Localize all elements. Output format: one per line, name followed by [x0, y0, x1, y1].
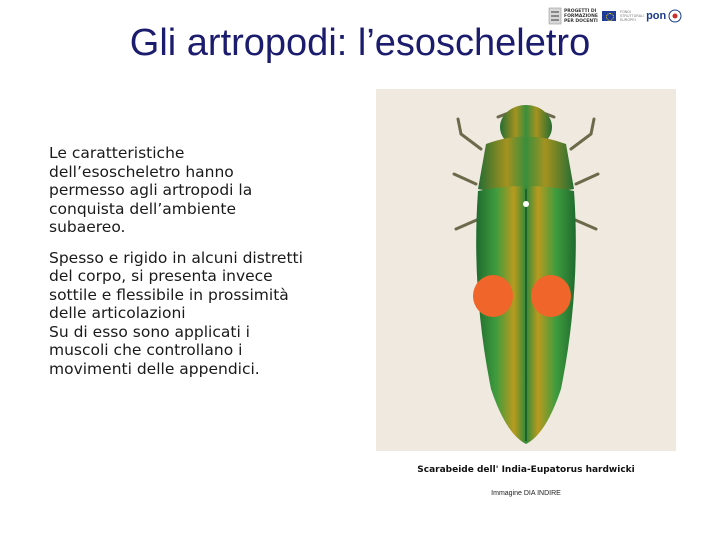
eu-flag-icon	[602, 11, 616, 21]
beetle-photo	[376, 89, 676, 451]
pon-logo: pon	[646, 10, 667, 22]
text-line: Spesso e rigido in alcuni distretti	[49, 248, 303, 267]
fondi-logo	[620, 9, 682, 23]
fondi-logo-line: FONDI	[619, 10, 631, 14]
paragraph-details	[49, 249, 339, 379]
fondi-logo-line: STRUTTURALI	[619, 14, 645, 18]
text-line: dell’esoscheletro hanno	[49, 162, 234, 181]
pon-emblem-icon	[668, 9, 682, 23]
formazione-logo-line: PER DOCENTI	[564, 18, 598, 24]
photo-caption: Scarabeide dell' India-Eupatorus hardwicki	[417, 465, 635, 475]
slide-title: Gli artropodi: l’esoscheletro	[129, 22, 591, 64]
formazione-logo-line: PROGETTI DI	[564, 8, 597, 14]
fondi-logo-line: EUROPEI	[619, 18, 636, 22]
text-line: movimenti delle appendici.	[49, 359, 260, 378]
text-line: del corpo, si presenta invece	[49, 267, 273, 285]
text-line: conquista dell’ambiente	[49, 199, 237, 218]
beetle-illustration	[376, 89, 676, 451]
text-line: delle articolazioni	[49, 304, 186, 322]
slide-body	[49, 144, 339, 390]
text-line: permesso agli artropodi la	[49, 181, 253, 199]
text-line: subaereo.	[49, 218, 126, 236]
photo-credit: Immagine DIA INDIRE	[491, 490, 561, 497]
text-line: sottile e flessibile in prossimità	[49, 285, 289, 304]
formazione-logo-line: FORMAZIONE	[564, 13, 598, 19]
text-line: Le caratteristiche	[49, 144, 185, 162]
text-line: Su di esso sono applicati i	[49, 322, 250, 341]
text-line: muscoli che controllano i	[49, 341, 243, 359]
paragraph-intro	[49, 144, 339, 237]
